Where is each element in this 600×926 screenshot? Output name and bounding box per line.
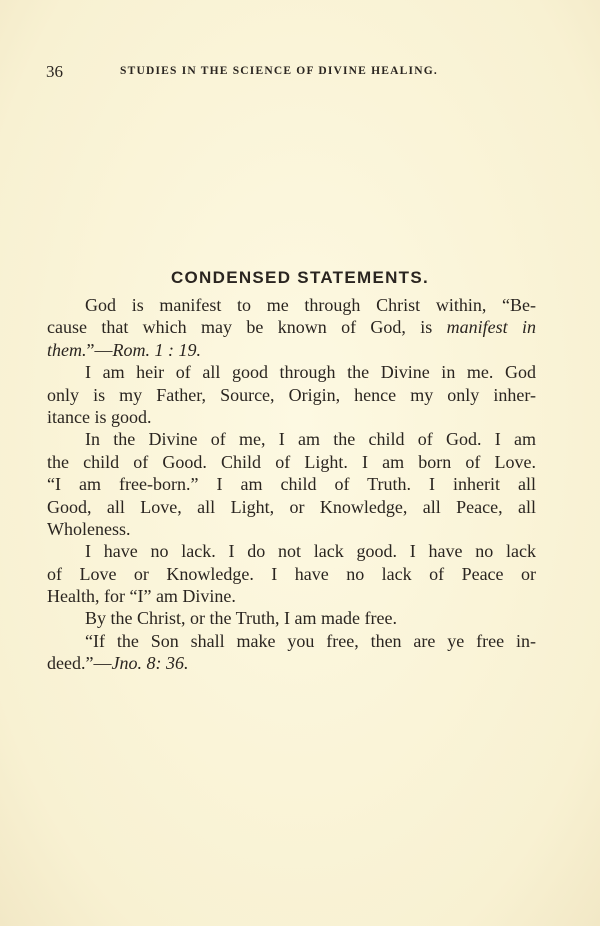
text-segment: “If the Son shall make you free, then are ye free in- (85, 630, 536, 651)
text-segment: Wholeness. (47, 518, 131, 539)
running-title: STUDIES IN THE SCIENCE OF DIVINE HEALING. (120, 65, 438, 77)
text-segment: “I am free-born.” I am child of Truth. I inherit all (47, 474, 536, 495)
text-line (47, 316, 536, 338)
text-segment: By the Christ, or the Truth, I am made free. (85, 608, 397, 629)
text-line (47, 384, 536, 406)
italic-text: Rom. 1 : 19. (112, 339, 201, 360)
text-line (47, 339, 536, 361)
text-line (47, 294, 536, 316)
text-line (47, 518, 536, 540)
text-segment: God is manifest to me through Christ within, “Be- (85, 295, 536, 315)
text-segment: In the Divine of me, I am the child of God. I am (85, 429, 536, 450)
text-segment: Good, all Love, all Light, or Knowledge, all Peace, all (47, 496, 536, 517)
text-segment: ”— (86, 339, 113, 360)
text-segment: only is my Father, Source, Origin, hence my only inher- (47, 384, 536, 405)
text-line (47, 607, 536, 629)
text-line (47, 585, 536, 607)
text-segment: deed.”— (47, 653, 112, 674)
text-line (47, 361, 536, 383)
text-line (47, 473, 536, 495)
text-segment: of Love or Knowledge. I have no lack of Peace or (47, 563, 536, 584)
italic-text: manifest in (446, 317, 536, 338)
body-text (47, 294, 536, 675)
italic-text: them. (47, 339, 87, 360)
text-segment: the child of Good. Child of Light. I am born of Love. (47, 451, 536, 472)
text-segment: itance is good. (47, 406, 152, 427)
text-line (47, 428, 536, 450)
text-line (47, 496, 536, 518)
text-segment: cause that which may be known of God, is (47, 317, 447, 338)
section-title: CONDENSED STATEMENTS. (170, 268, 430, 287)
text-line (47, 563, 536, 585)
text-segment: I have no lack. I do not lack good. I have no lack (85, 541, 536, 562)
text-line (47, 406, 536, 428)
page-number: 36 (46, 62, 63, 81)
italic-text: Jno. 8: 36. (111, 653, 189, 674)
text-line (47, 540, 536, 562)
text-segment: Health, for “I” am Divine. (47, 586, 236, 607)
text-line (47, 630, 536, 652)
text-line (47, 652, 536, 674)
text-line (47, 451, 536, 473)
text-segment: I am heir of all good through the Divine in me. God (85, 362, 536, 383)
